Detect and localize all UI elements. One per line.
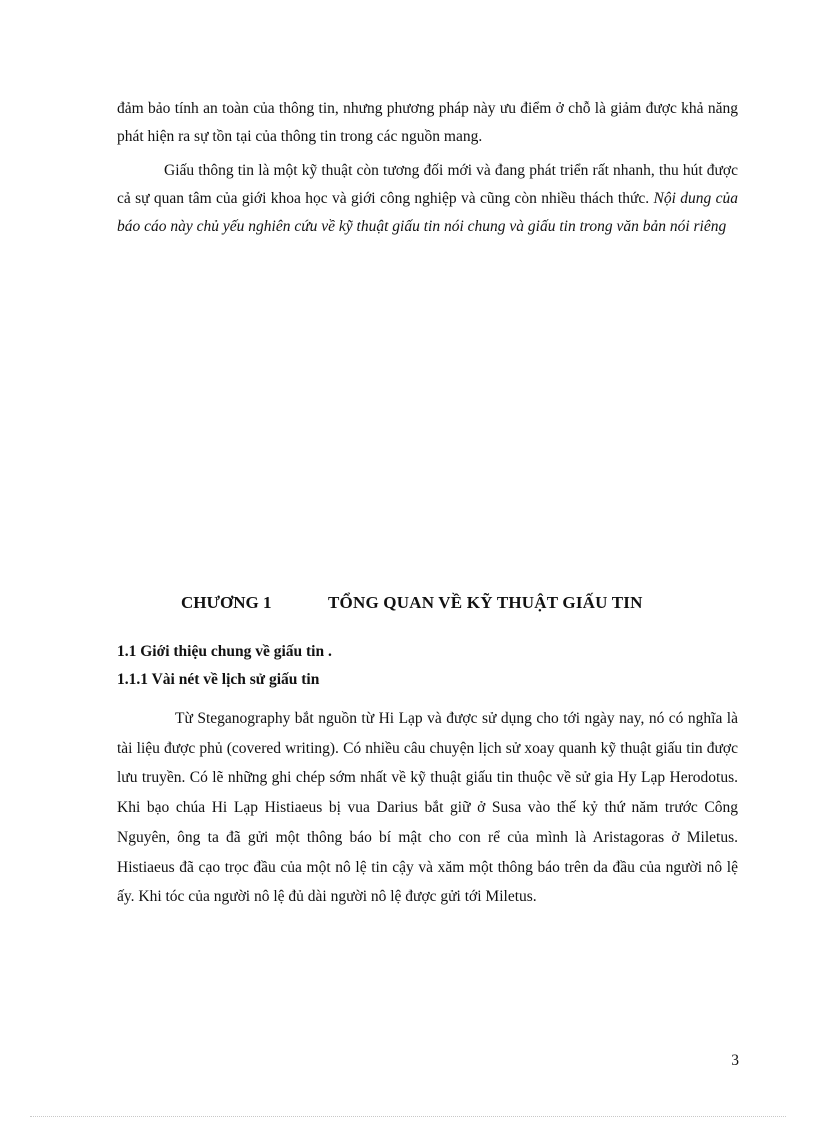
intro-paragraph-1: đảm bảo tính an toàn của thông tin, nhưng phương pháp này ưu điểm ở chỗ là giảm được khả năng phát hiện ra sự tồn tại của thông tin trong các nguồn mang.	[117, 100, 738, 145]
chapter-number: CHƯƠNG 1	[181, 593, 272, 612]
page-bottom-divider	[30, 1116, 786, 1117]
intro-text	[117, 95, 738, 241]
section-heading-1-1: 1.1 Giới thiệu chung về giấu tin .	[117, 643, 332, 660]
page-number: 3	[731, 1052, 739, 1069]
chapter-title: TỔNG QUAN VỀ KỸ THUẬT GIẤU TIN	[328, 593, 643, 612]
body-paragraph: Từ Steganography bắt nguồn từ Hi Lạp và được sử dụng cho tới ngày nay, nó có nghĩa là tài liệu được phủ (covered writing). Có nhiều câu chuyện lịch sử xoay quanh kỹ thuật giấu tin được lưu truyền. Có lẽ những ghi chép sớm nhất về kỹ thuật giấu tin thuộc về sử gia Hy Lạp Herodotus. Khi bạo chúa Hi Lạp Histiaeus bị vua Darius bắt giữ ở Susa vào thế kỷ thứ năm trước Công Nguyên, ông ta đã gửi một thông báo bí mật cho con rể của mình là Aristagoras ở Miletus. Histiaeus đã cạo trọc đầu của một nô lệ tin cậy và xăm một thông báo trên da đầu của người nô lệ ấy. Khi tóc của người nô lệ đủ dài người nô lệ được gửi tới Miletus.	[117, 710, 738, 906]
intro-paragraph-2-italic: Nội dung của báo cáo này chủ yếu nghiên cứu về kỹ thuật giấu tin nói chung và giấu tin trong văn bản nói riêng	[117, 190, 738, 235]
body-text	[117, 704, 738, 912]
intro-paragraph-2-regular: Giấu thông tin là một kỹ thuật còn tương đối mới và đang phát triển rất nhanh, thu hút được cả sự quan tâm của giới khoa học và giới công nghiệp và cũng còn nhiều thách thức.	[117, 162, 738, 207]
intro-paragraph-2	[117, 157, 738, 241]
section-heading-1-1-1: 1.1.1 Vài nét về lịch sử giấu tin	[117, 671, 320, 688]
